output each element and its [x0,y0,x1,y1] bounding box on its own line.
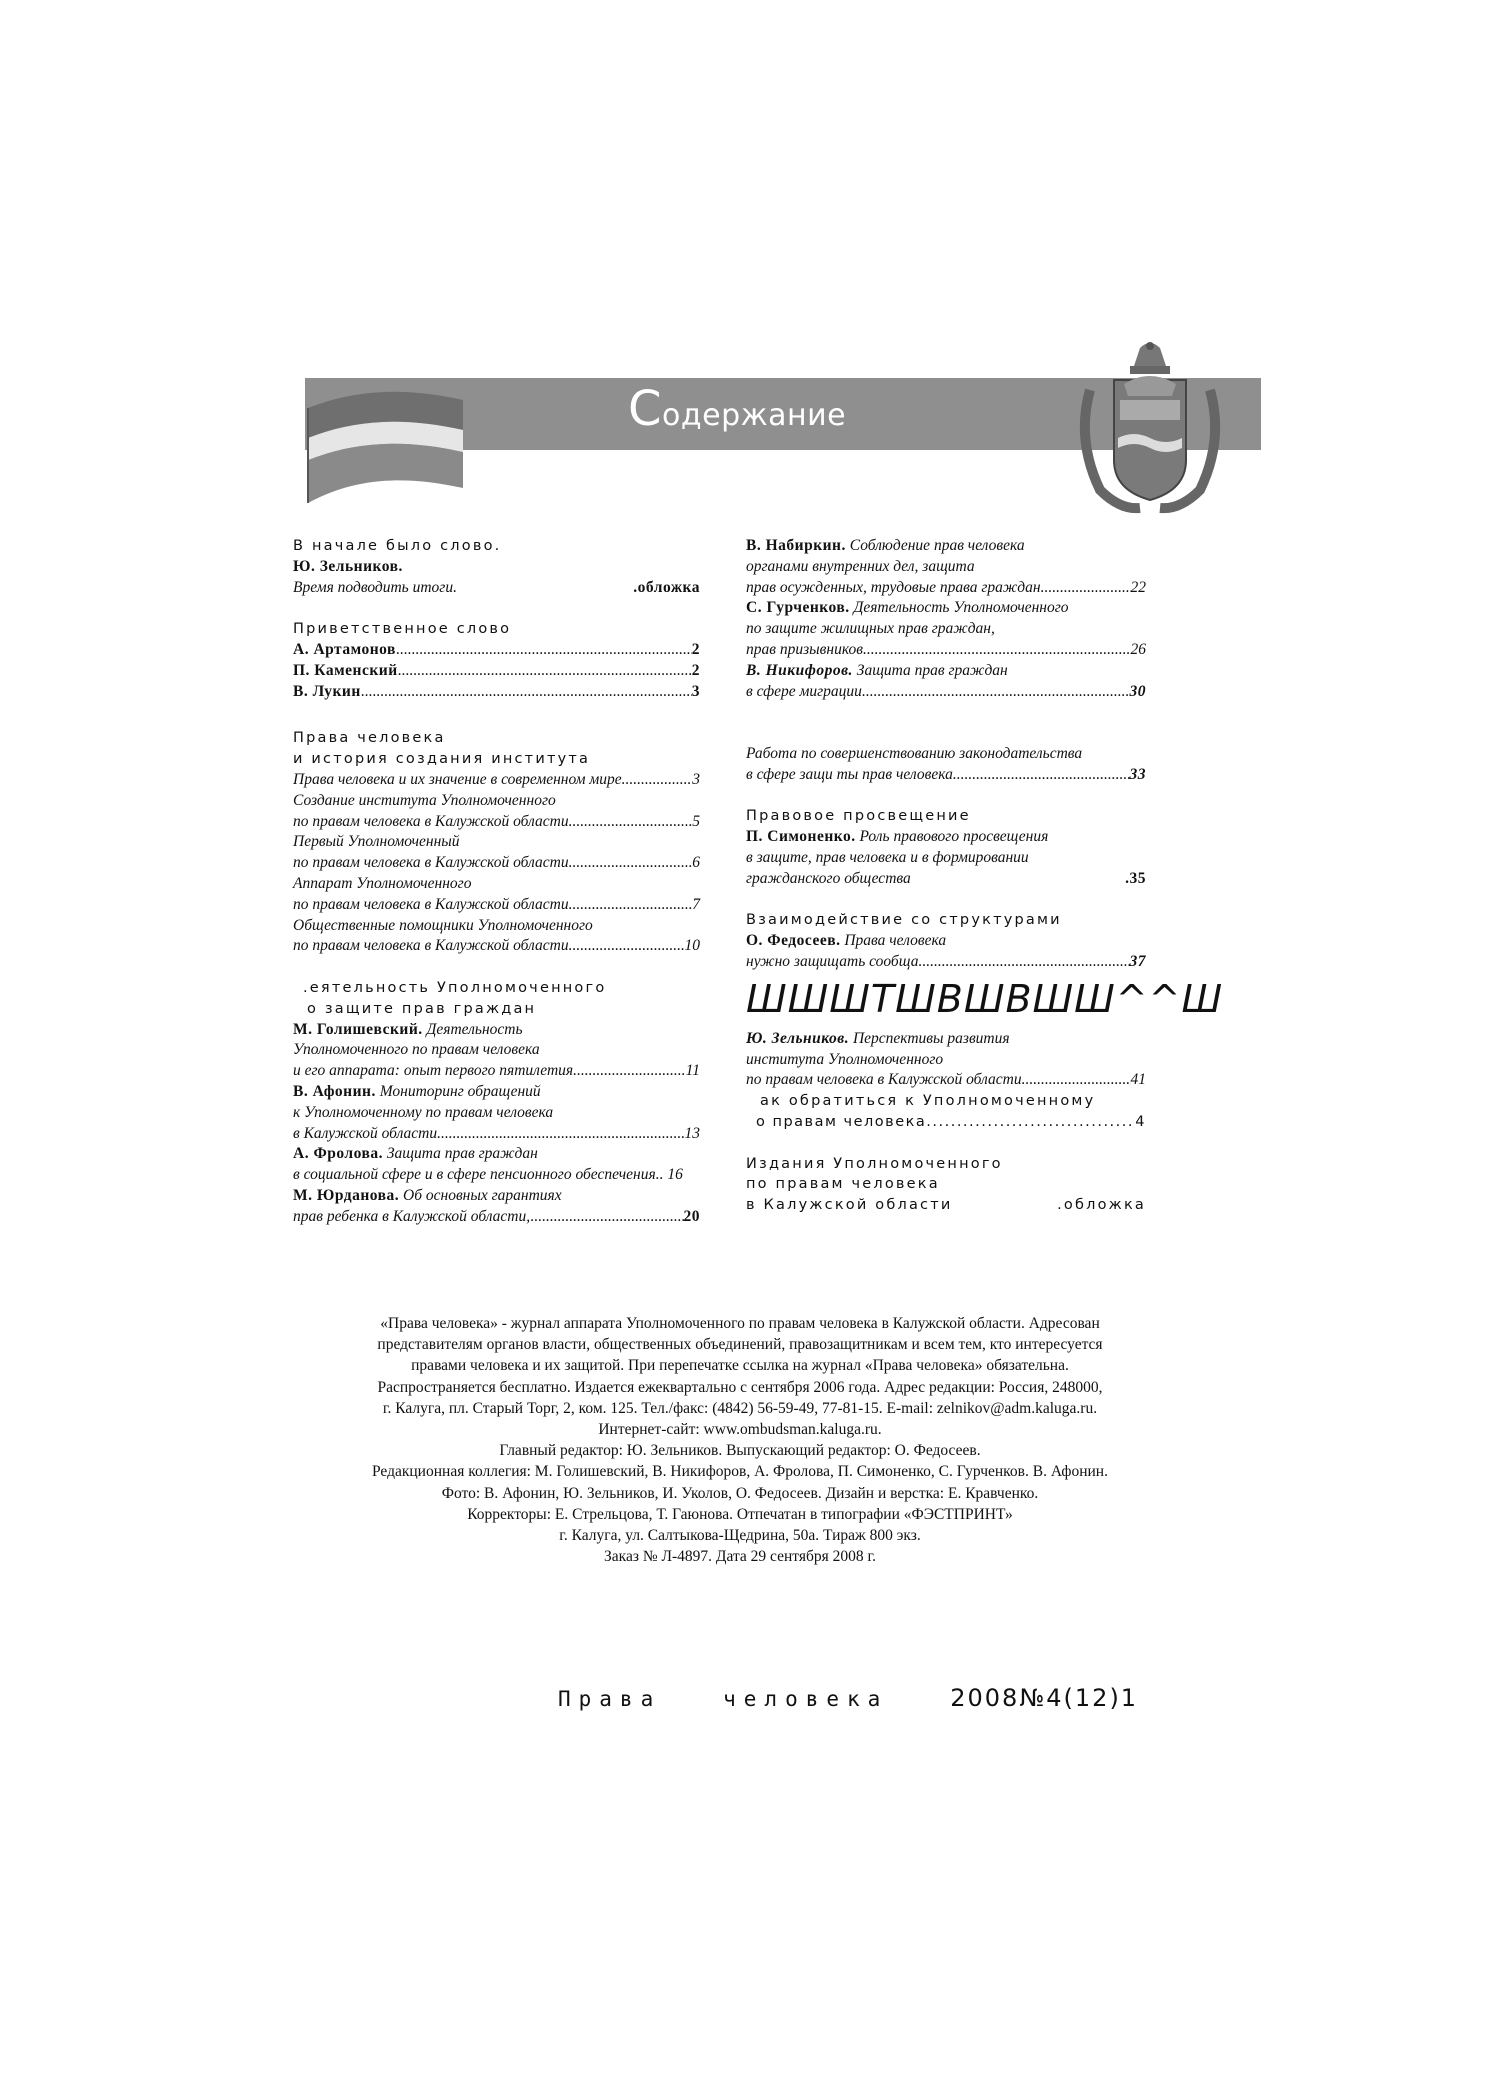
toc-entry[interactable]: П. Каменский ..... 2 [293,661,700,682]
toc-line: В. Никифоров. Защита прав граждан [746,661,1008,679]
section-title: по правам человека [746,1176,940,1193]
toc-entry[interactable]: А. Артамонов ..... 2 [293,640,700,661]
toc-entry[interactable]: по правам человека в Калужской области ..... 7 [293,895,700,916]
imprint-line: Фото: В. Афонин, Ю. Зельников, И. Уколов, О. Федосеев. Дизайн и верстка: Е. Кравченко. [441,1484,1039,1502]
toc-line: органами внутренних дел, защита [746,557,975,575]
toc-entry[interactable]: нужно защищать сообща ..... 37 [746,952,1146,973]
imprint-line: Редакционная коллегия: М. Голишевский, В. Никифоров, А. Фролова, П. Симоненко, С. Гурченков. В. Афонин. [372,1463,1108,1481]
section-title: Издания Уполномоченного [746,1155,1003,1172]
toc-entry[interactable]: прав ребенка в Калужской области, ..... 20 [293,1207,700,1228]
toc-line: А. Фролова. Защита прав граждан [293,1145,538,1163]
toc-line: Ю. Зельников. Перспективы развития [746,1029,1010,1047]
coat-of-arms-image [1070,340,1230,518]
toc-line: В. Набиркин. Соблюдение прав человека [746,537,1025,554]
toc-entry[interactable]: и его аппарата: опыт первого пятилетия ..... 11 [293,1061,700,1082]
toc-line: П. Симоненко. Роль правового просвещения [746,828,1049,846]
imprint-line: г. Калуга, пл. Старый Торг, 2, ком. 125. Тел./факс: (4842) 56-59-49, 77-81-15. E-mail: zelnikov@adm.kaluga.ru. [382,1399,1098,1417]
garbled-section-title: ШШШТШВШВШШ^^Ш [746,976,1224,1021]
toc-line: Первый Уполномоченный [293,833,460,851]
toc-line: С. Гурченков. Деятельность Уполномоченного [746,599,1069,617]
toc-entry[interactable]: о правам человека ..... 4 [746,1112,1146,1133]
kaluga-flag-image [298,378,468,508]
imprint-line: «Права человека» - журнал аппарата Уполномоченного по правам человека в Калужской области. Адресован [380,1315,1100,1332]
page-title: Содержание [628,381,847,437]
toc-line: Работа по совершенствованию законодательства [746,744,1083,762]
section-title: В начале было слово. [293,538,502,554]
toc-right-column [746,536,1224,1216]
toc-line: Уполномоченного по правам человека [293,1041,540,1059]
section-title: и история создания института [293,751,591,768]
issue-number: 2008№4(12)1 [950,1684,1139,1712]
toc-entry[interactable]: по правам человека в Калужской области ..... 5 [293,812,700,833]
toc-entry[interactable]: по правам человека в Калужской области ..... 41 [746,1070,1146,1091]
imprint-line: правами человека и их защитой. При перепечатке ссылка на журнал «Права человека» обязательна. [411,1357,1069,1375]
toc-entry[interactable]: в Калужской области .обложка [746,1197,1146,1214]
toc-entry[interactable]: Время подводить итоги. .обложка [293,578,700,596]
toc-entry[interactable]: в сфере миграции ..... 30 [746,682,1146,703]
toc-author: Ю. Зельников. [293,557,403,575]
imprint-line: г. Калуга, ул. Салтыкова-Щедрина, 50а. Тираж 800 экз. [559,1527,921,1545]
section-title: о защите прав граждан [307,1000,537,1017]
imprint-line: представителям органов власти, общественных объединений, правозащитникам и всем тем, кто интересуется [377,1336,1103,1354]
toc-entry[interactable]: прав осужденных, трудовые права граждан ..... 22 [746,578,1146,599]
toc-line: института Уполномоченного [746,1050,944,1068]
section-title: Права человека [293,730,446,747]
toc-entry[interactable]: в социальной сфере и в сфере пенсионного обеспечения.. 16 [293,1166,683,1184]
section-title: ак обратиться к Уполномоченному [760,1093,1096,1110]
section-title: Приветственное слово [293,621,512,638]
toc-line: к Уполномоченному по правам человека [293,1103,554,1121]
imprint-line: Заказ № Л-4897. Дата 29 сентября 2008 г. [604,1548,876,1566]
page-footer [558,1684,1138,1712]
toc-entry[interactable]: прав призывников ..... 26 [746,640,1146,661]
toc-left-column [293,536,700,1228]
toc-entry[interactable]: в Калужской области ..... 13 [293,1124,700,1145]
section-title: .еятельность Уполномоченного [303,979,607,996]
toc-line: Создание института Уполномоченного [293,791,556,809]
toc-line: Аппарат Уполномоченного [293,874,472,892]
imprint-line: Главный редактор: Ю. Зельников. Выпускающий редактор: О. Федосеев. [499,1442,981,1460]
magazine-name: Права человека [558,1687,889,1711]
toc-line: В. Афонин. Мониторинг обращений [293,1082,541,1100]
toc-entry[interactable]: по правам человека в Калужской области ..... 10 [293,936,700,957]
toc-line: Общественные помощники Уполномоченного [293,916,593,934]
toc-line: М. Юрданова. Об основных гарантиях [293,1186,562,1204]
toc-line: М. Голишевский. Деятельность [293,1020,523,1038]
toc-entry[interactable]: Права человека и их значение в современном мире ..... 3 [293,770,700,791]
toc-entry[interactable]: гражданского общества .35 [746,869,1146,887]
toc-line: в защите, прав человека и в формировании [746,848,1029,866]
toc-entry[interactable]: в сфере защи ты прав человека ..... 33 [746,765,1146,786]
toc-entry[interactable]: В. Лукин ..... 3 [293,682,700,703]
imprint-block [300,1313,1180,1567]
toc-line: по защите жилищных прав граждан, [746,620,995,638]
section-title: Правовое просвещение [746,808,971,825]
section-title: Взаимодействие со структурами [746,912,1062,929]
toc-line: О. Федосеев. Права человека [746,932,947,950]
imprint-line: Корректоры: Е. Стрельцова, Т. Гаюнова. Отпечатан в типографии «ФЭСТПРИНТ» [467,1505,1013,1523]
imprint-line: Распространяется бесплатно. Издается ежеквартально с сентября 2006 года. Адрес редакции: Россия, 248000, [377,1378,1103,1396]
imprint-line: Интернет-сайт: www.ombudsman.kaluga.ru. [598,1421,882,1439]
toc-entry[interactable]: по правам человека в Калужской области ..... 6 [293,853,700,874]
